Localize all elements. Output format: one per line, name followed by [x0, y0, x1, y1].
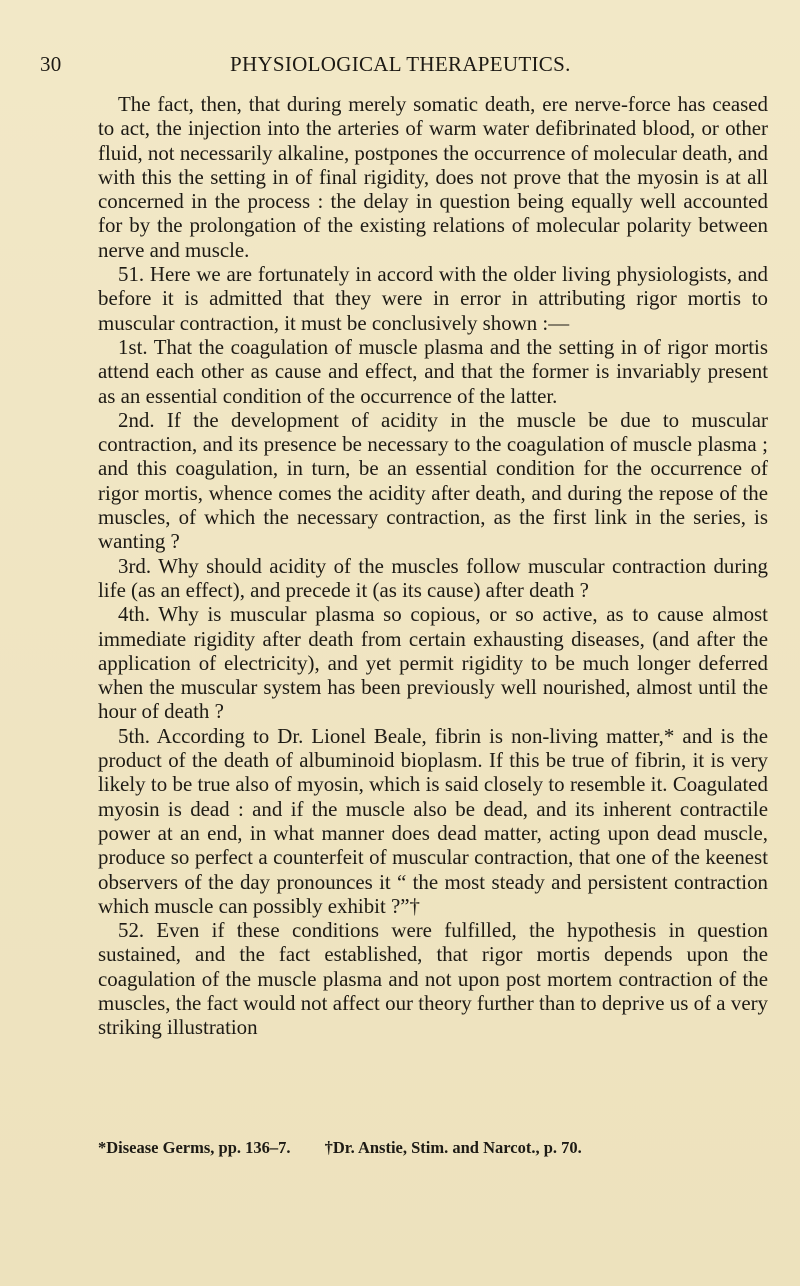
page-number: 30	[40, 52, 62, 76]
running-title: PHYSIOLOGICAL THERAPEUTICS.	[230, 52, 571, 76]
paragraph: 2nd. If the development of acidity in the muscle be due to muscular contraction, and its presence be necessary to the coagulation of muscle plasma ; and this coagulation, in turn, be an essential condition for the occurrence of rigor mortis, whence comes the acidity after death, and during the repose of the muscles, of which the necessary contraction, as the first link in the series, is wanting ?	[98, 407, 768, 554]
footnotes	[98, 1138, 768, 1158]
paragraph: 1st. That the coagulation of muscle plasma and the setting in of rigor mortis attend each other as cause and effect, and that the former is invariably present as an essential condition of the occurrence of the latter.	[98, 334, 768, 408]
paragraph: The fact, then, that during merely somatic death, ere nerve-force has ceased to act, the injection into the arteries of warm water defibrinated blood, or other fluid, not necessarily alkaline, postpones the occurrence of molecular death, and with this the setting in of final rigidity, does not prove that the myosin is at all concerned in the process : the delay in question being equally well accounted for by the prolongation of the existing relations of molecular polarity between nerve and muscle.	[98, 92, 768, 262]
paragraph: 3rd. Why should acidity of the muscles follow muscular contraction during life (as an effect), and precede it (as its cause) after death ?	[98, 553, 768, 602]
footnote: †Dr. Anstie, Stim. and Narcot., p. 70.	[324, 1138, 582, 1157]
footnote: *Disease Germs, pp. 136–7.	[98, 1138, 291, 1157]
body-text	[98, 92, 768, 1040]
paragraph: 4th. Why is muscular plasma so copious, or so active, as to cause almost immediate rigidity after death from certain exhausting diseases, (and after the application of electricity), and yet permit rigidity to be much longer deferred when the muscular system has been previously well nourished, almost until the hour of death ?	[98, 602, 768, 724]
paragraph: 52. Even if these conditions were fulfilled, the hypothesis in question sustained, and the fact established, that rigor mortis depends upon the coagulation of the muscle plasma and not upon post mortem contraction of the muscles, the fact would not affect our theory further than to deprive us of a very striking illustration	[98, 918, 768, 1040]
paragraph: 51. Here we are fortunately in accord with the older living physiologists, and before it is admitted that they were in error in attributing rigor mortis to muscular contraction, it must be conclusively shown :—	[98, 262, 768, 335]
paragraph: 5th. According to Dr. Lionel Beale, fibrin is non-living matter,* and is the product of the death of albuminoid bioplasm. If this be true of fibrin, it is very likely to be true also of myosin, which is said closely to resemble it. Coagulated myosin is dead : and if the muscle also be dead, and its inherent contractile power at an end, in what manner does dead matter, acting upon dead muscle, produce so perfect a counterfeit of muscular contraction, that one of the keenest observers of the day pronounces it “ the most steady and persistent contraction which muscle can possibly exhibit ?”†	[98, 723, 768, 918]
